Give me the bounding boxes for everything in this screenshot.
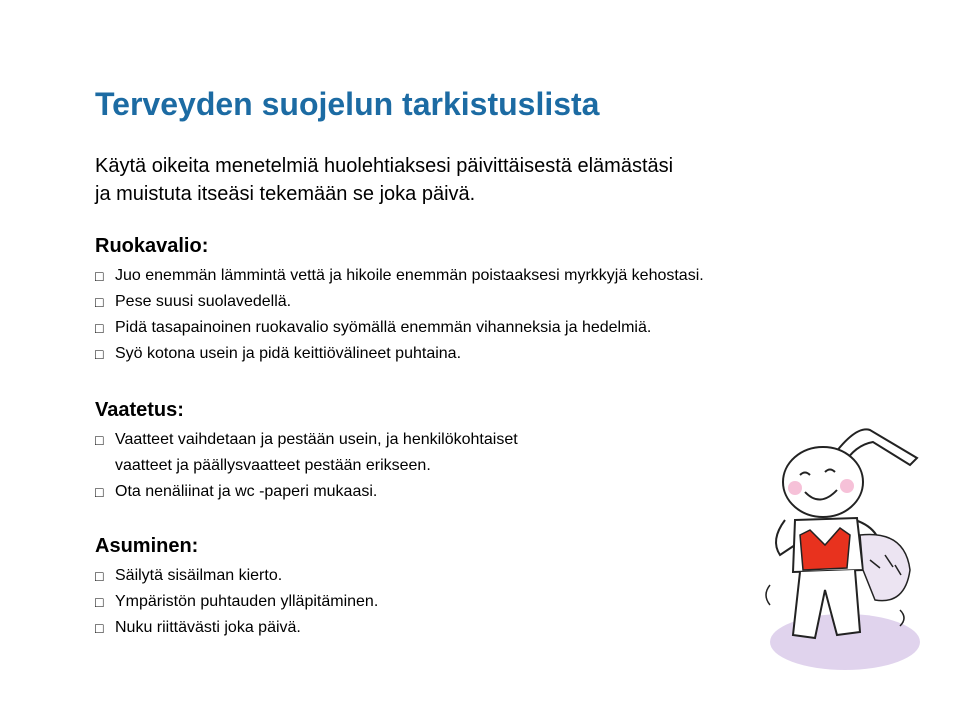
checkbox-icon: □ — [95, 594, 104, 610]
section-vaatetus — [95, 397, 518, 505]
checklist-item-text: Juo enemmän lämmintä vettä ja hikoile enemmän poistaaksesi myrkkyjä kehostasi. — [115, 267, 704, 284]
checklist-item — [95, 427, 518, 453]
checklist-item-text: Ympäristön puhtauden ylläpitäminen. — [115, 593, 379, 610]
cheek-right — [840, 479, 854, 493]
checklist-item — [95, 315, 704, 341]
checklist-item-continuation — [95, 453, 518, 479]
checkbox-icon: □ — [95, 320, 104, 336]
checklist-item — [95, 563, 378, 589]
checklist-item-text: Ota nenäliinat ja wc -paperi mukaasi. — [115, 483, 378, 500]
checklist-item — [95, 289, 704, 315]
section-asuminen — [95, 533, 378, 641]
checklist-item-text: Pese suusi suolavedellä. — [115, 293, 292, 310]
checklist-item-text: vaatteet ja päällysvaatteet pestään erikseen. — [115, 457, 431, 474]
section-heading: Ruokavalio: — [95, 235, 209, 257]
checkbox-icon: □ — [95, 346, 104, 362]
section-ruokavalio — [95, 233, 704, 367]
checkbox-icon: □ — [95, 568, 104, 584]
checkbox-icon: □ — [95, 268, 104, 284]
checklist-item-text: Pidä tasapainoinen ruokavalio syömällä enemmän vihanneksia ja hedelmiä. — [115, 319, 652, 336]
cheek-left — [788, 481, 802, 495]
checkbox-icon: □ — [95, 620, 104, 636]
checklist-item-text: Nuku riittävästi joka päivä. — [115, 619, 301, 636]
cartoon-child-illustration — [745, 420, 945, 680]
checklist-item-text: Säilytä sisäilman kierto. — [115, 567, 283, 584]
checklist-item — [95, 589, 378, 615]
checklist-item-text: Vaatteet vaihdetaan ja pestään usein, ja henkilökohtaiset — [115, 431, 518, 448]
checklist-item — [95, 341, 704, 367]
checkbox-icon: □ — [95, 484, 104, 500]
intro-line-1: Käytä oikeita menetelmiä huolehtiaksesi päivittäisestä elämästäsi — [95, 155, 674, 177]
checklist-item — [95, 479, 518, 505]
checklist-item — [95, 615, 378, 641]
intro-line-2: ja muistuta itseäsi tekemään se joka päivä. — [95, 183, 476, 205]
checklist-item-text: Syö kotona usein ja pidä keittiövälineet puhtaina. — [115, 345, 462, 362]
page-title: Terveyden suojelun tarkistuslista — [95, 86, 600, 122]
intro-text — [95, 152, 855, 208]
section-heading: Asuminen: — [95, 535, 199, 557]
checklist-item — [95, 263, 704, 289]
checkbox-icon: □ — [95, 432, 104, 448]
section-heading: Vaatetus: — [95, 399, 184, 421]
cloth-bag — [860, 534, 910, 600]
checkbox-icon: □ — [95, 294, 104, 310]
